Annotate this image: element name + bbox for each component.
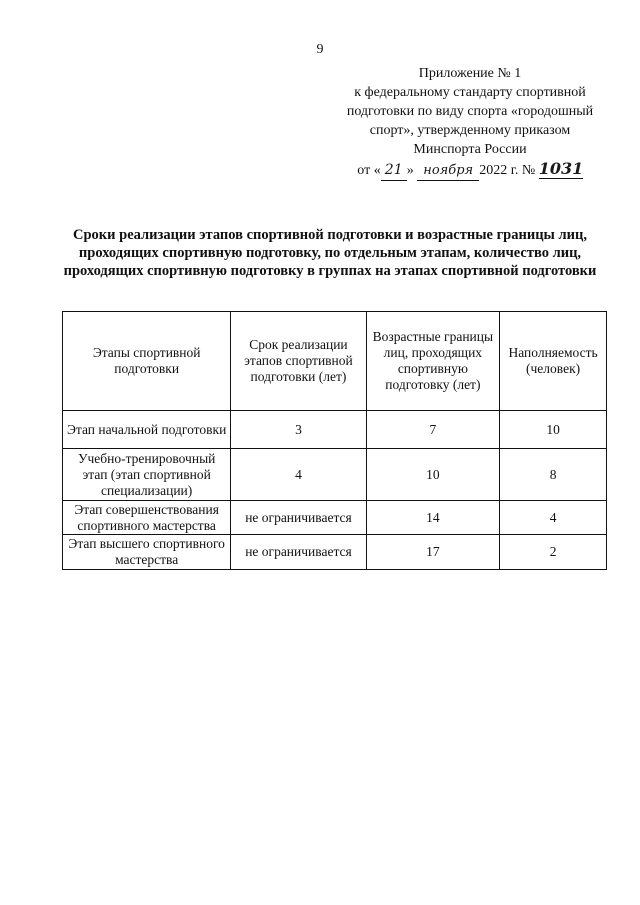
date-mid: » [406,163,414,178]
handwritten-day: 21 [381,161,407,181]
table-cell: 8 [500,449,607,501]
table-cell: Этап совершенствования спортивного мастерства [63,501,231,535]
table-cell: 2 [500,535,607,570]
appendix-line: подготовки по виду спорта «городошный [346,104,594,119]
table-cell: 10 [366,449,500,501]
table-cell: Этап высшего спортивного мастерства [63,535,231,570]
table-cell: 4 [500,501,607,535]
table-row [63,449,607,501]
table-cell: 3 [231,411,366,449]
table-cell: 4 [231,449,366,501]
table-header-row [63,312,607,411]
document-title: Сроки реализации этапов спортивной подготовки и возрастные границы лиц, проходящих спортивную подготовку, по отдельным этапам, количество лиц, проходящих спортивную подготовку в группах на этапах спортивной подготовки [63,227,597,279]
table-cell: Этап начальной подготовки [63,411,231,449]
table-cell: 14 [366,501,500,535]
handwritten-order-number: 1031 [538,159,584,178]
header-cell-age-limits: Возрастные границы лиц, проходящих спортивную подготовку (лет) [366,312,500,411]
appendix-header [320,64,620,181]
year-text: 2022 г. № [479,163,536,178]
page-number: 9 [316,42,324,57]
table-cell: 17 [366,535,500,570]
table-cell: не ограничивается [231,501,366,535]
table-row [63,411,607,449]
appendix-line: к федеральному стандарту спортивной [354,85,586,100]
stages-table [62,311,607,570]
table-row [63,535,607,570]
table-cell: 7 [366,411,500,449]
header-cell-duration: Срок реализации этапов спортивной подготовки (лет) [231,312,366,411]
header-cell-stages: Этапы спортивной подготовки [63,312,231,411]
appendix-line: Минспорта России [413,142,527,157]
table-cell: Учебно-тренировочный этап (этап спортивной специализации) [63,449,231,501]
appendix-line: Приложение № 1 [418,66,522,81]
order-date-line [320,159,620,181]
table-row [63,501,607,535]
appendix-line: спорт», утвержденному приказом [369,123,571,138]
date-prefix: от « [357,163,381,178]
table-cell: не ограничивается [231,535,366,570]
handwritten-month: ноября [417,161,479,181]
header-cell-group-size: Наполняемость (человек) [500,312,607,411]
table-cell: 10 [500,411,607,449]
